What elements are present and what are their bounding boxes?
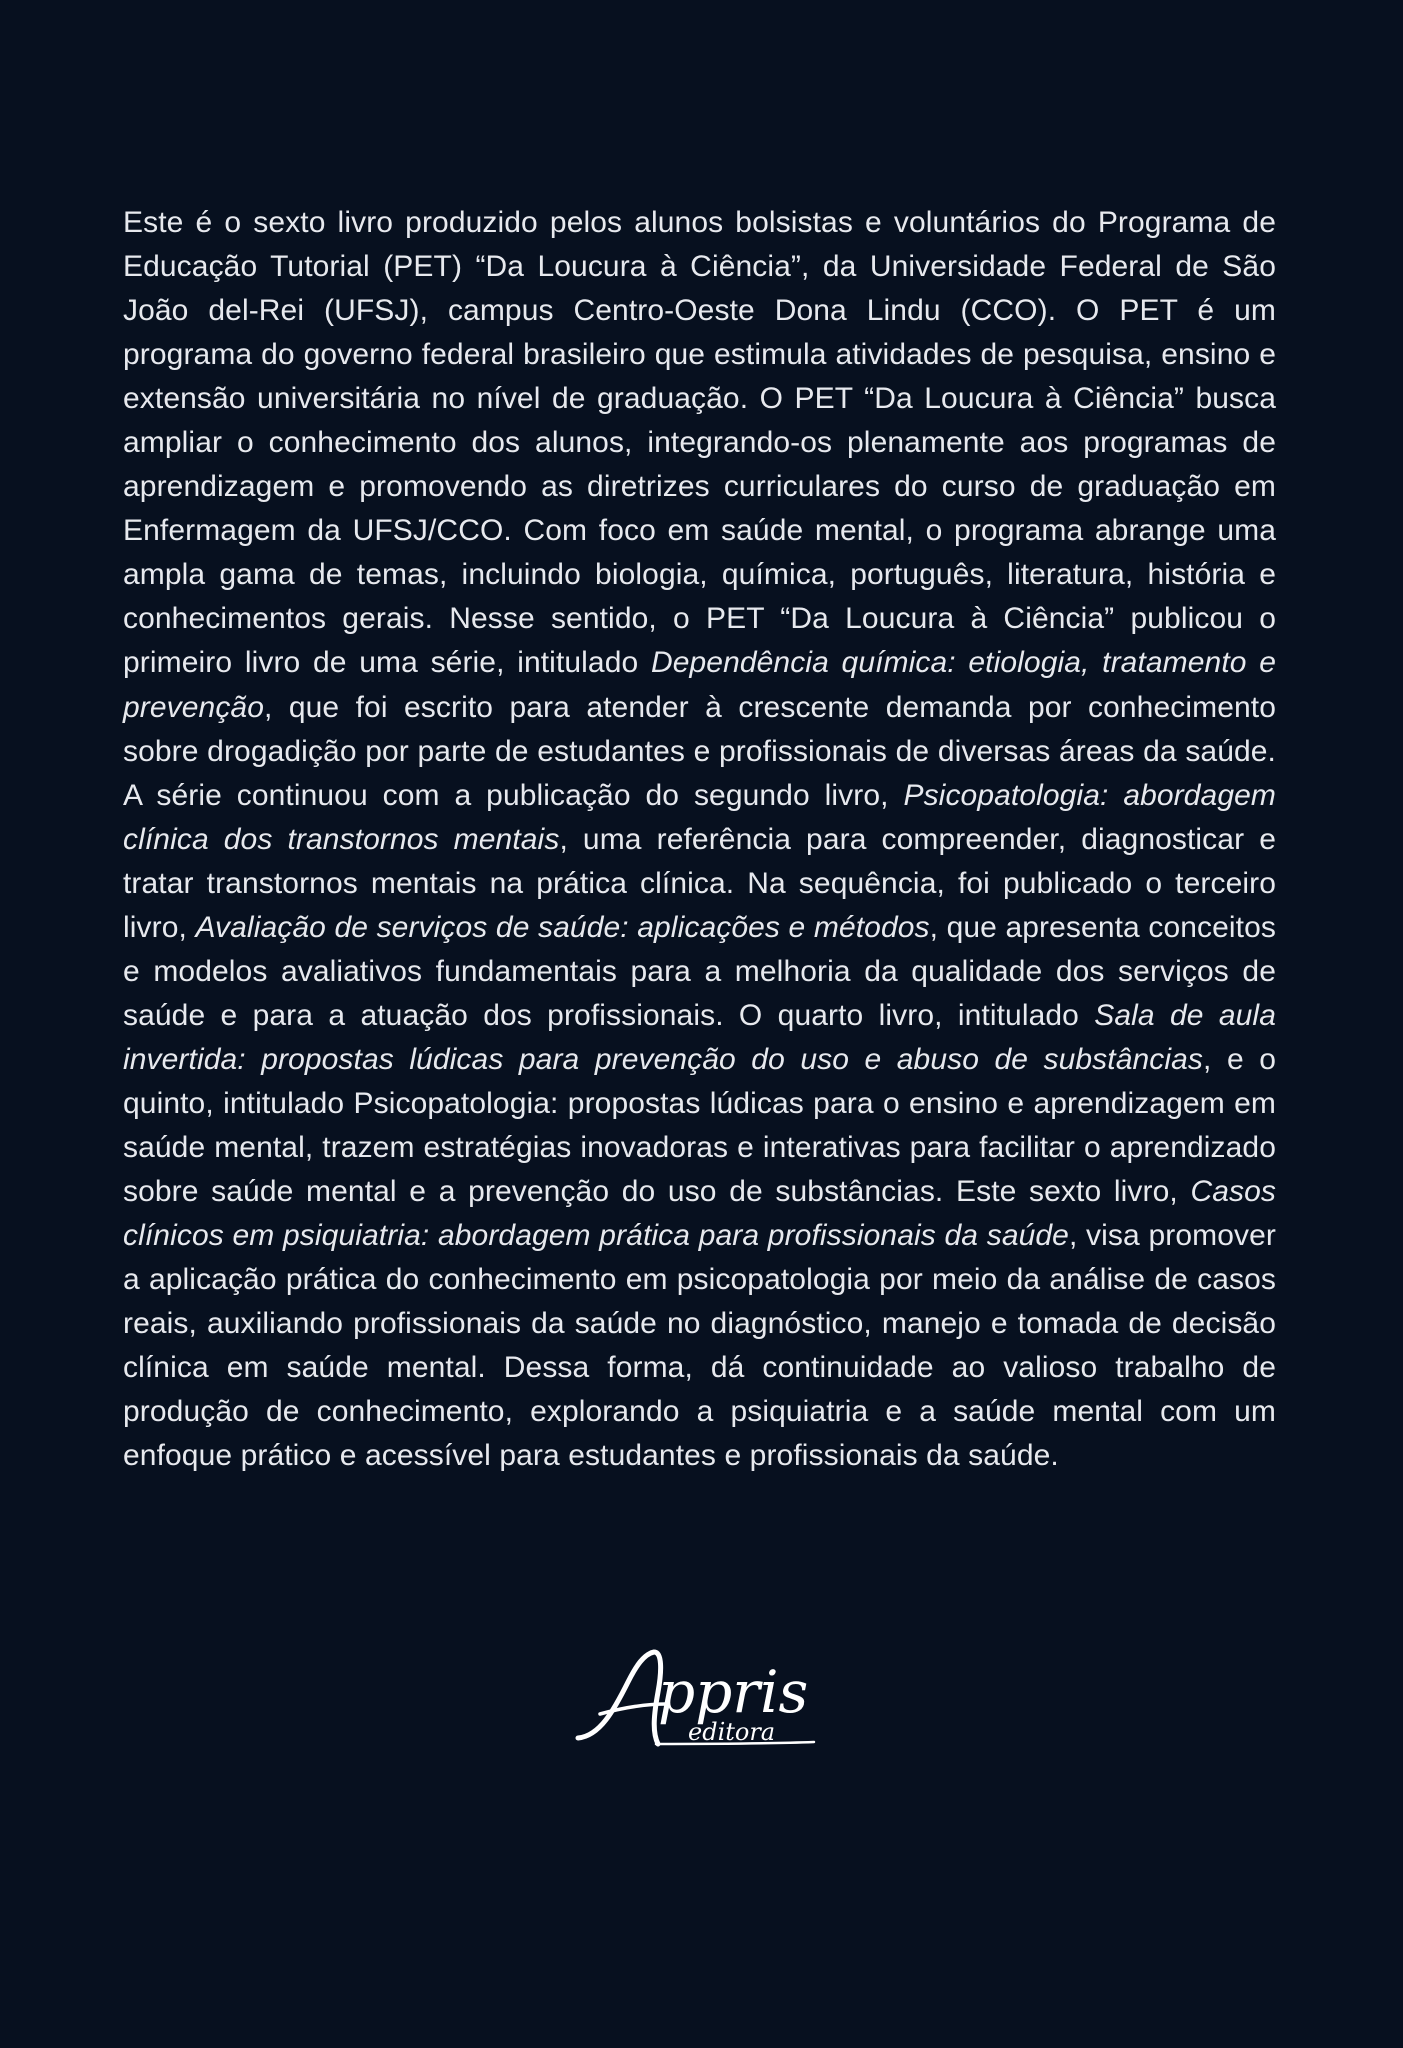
book-title-6: Casos clínicos em psiquiatria: abordagem prática para profissionais da saúde — [123, 1175, 1276, 1253]
blurb-text-6: , visa promover a aplicação prática do conhecimento em psicopatologia por meio da análise de casos reais, auxiliando profissionais da saúde no diagnóstico, manejo e tomada de decisão clínica em saúde mental. Dessa forma, dá continuidade ao valioso trabalho de produção de conhecimento, explorando a psiquiatria e a saúde mental com um enfoque prático e acessível para estudantes e profissionais da saúde. — [123, 1219, 1276, 1473]
appris-editora-logo — [570, 1640, 830, 1760]
blurb-text-1: Este é o sexto livro produzido pelos alunos bolsistas e voluntários do Programa de Educação Tutorial (PET) “Da Loucura à Ciência”, da Universidade Federal de São João del-Rei (UFSJ), campus Centro-Oeste Dona Lindu (CCO). O PET é um programa do governo federal brasileiro que estimula atividades de pesquisa, ensino e extensão universitária no nível de graduação. O PET “Da Loucura à Ciência” busca ampliar o conhecimento dos alunos, integrando-os plenamente aos programas de aprendizagem e promovendo as diretrizes curriculares do curso de graduação em Enfermagem da UFSJ/CCO. Com foco em saúde mental, o programa abrange uma ampla gama de temas, incluindo biologia, química, português, literatura, história e conhecimentos gerais. Nesse sentido, o PET “Da Loucura à Ciência” publicou o primeiro livro de uma série, intitulado — [123, 206, 1276, 680]
book-title-4: Sala de aula invertida: propostas lúdicas para prevenção do uso e abuso de substâncias — [123, 998, 1276, 1076]
blurb-text-4: , que apresenta conceitos e modelos avaliativos fundamentais para a melhoria da qualidade dos serviços de saúde e para a atuação dos profissionais. O quarto livro, intitulado — [123, 910, 1276, 1032]
book-title-1: Dependência química: etiologia, tratamento e prevenção — [123, 646, 1276, 724]
blurb-text-5: , e o quinto, intitulado Psicopatologia: propostas lúdicas para o ensino e aprendizagem em saúde mental, trazem estratégias inovadoras e interativas para facilitar o aprendizado sobre saúde mental e a prevenção do uso de substâncias. Este sexto livro, — [123, 1042, 1277, 1209]
logo-graphic — [570, 1640, 830, 1760]
back-cover-blurb — [123, 201, 1276, 1478]
blurb-text-3: , uma referência para compreender, diagnosticar e tratar transtornos mentais na prática clínica. Na sequência, foi publicado o terceiro livro, — [123, 822, 1276, 944]
book-title-3: Avaliação de serviços de saúde: aplicações e métodos — [195, 910, 930, 944]
logo-a-stroke — [578, 1652, 661, 1744]
logo-subtitle: editora — [688, 1718, 776, 1746]
logo-wordmark: ppris — [658, 1658, 809, 1726]
book-title-2: Psicopatologia: abordagem clínica dos transtornos mentais — [123, 778, 1276, 856]
blurb-text-2: , que foi escrito para atender à crescente demanda por conhecimento sobre drogadição por parte de estudantes e profissionais de diversas áreas da saúde. A série continuou com a publicação do segundo livro, — [123, 690, 1276, 812]
